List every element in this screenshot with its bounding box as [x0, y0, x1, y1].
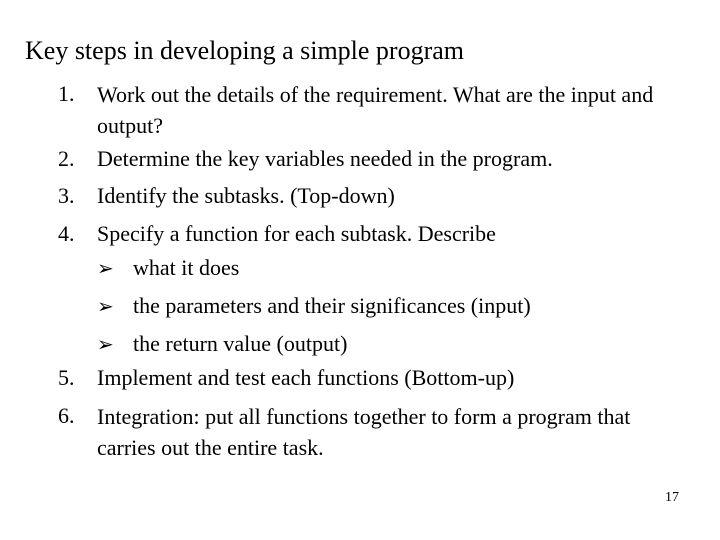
sub-step-text: the return value (output) — [133, 331, 348, 356]
step-item-3 — [0, 181, 720, 211]
slide-title: Key steps in developing a simple program — [25, 36, 465, 65]
right-arrowhead-icon: ➢ — [97, 332, 114, 356]
step-number: 5. — [58, 365, 75, 390]
spacer — [0, 211, 720, 219]
sub-step-item-3 — [0, 325, 720, 363]
step-item-5 — [0, 363, 720, 393]
step-item-6 — [0, 401, 720, 463]
sub-step-text: what it does — [133, 255, 240, 280]
page-number: 17 — [665, 490, 679, 505]
sub-step-list — [0, 249, 720, 363]
step-item-1 — [0, 79, 720, 141]
step-text: Determine the key variables needed in the program. — [97, 146, 553, 171]
step-number: 4. — [58, 221, 75, 246]
step-item-2 — [0, 144, 720, 174]
spacer — [0, 174, 720, 181]
sub-step-text: the parameters and their significances (input) — [133, 293, 531, 318]
step-number: 1. — [58, 81, 75, 106]
step-number: 6. — [58, 403, 75, 428]
step-text: Implement and test each functions (Bottom-up) — [97, 365, 515, 390]
right-arrowhead-icon: ➢ — [97, 256, 114, 280]
spacer — [0, 393, 720, 401]
right-arrowhead-icon: ➢ — [97, 294, 114, 318]
step-number: 2. — [58, 146, 75, 171]
step-text: Identify the subtasks. (Top-down) — [97, 183, 395, 208]
sub-step-item-1 — [0, 249, 720, 287]
step-list — [0, 79, 720, 463]
step-number: 3. — [58, 183, 75, 208]
step-item-4 — [0, 219, 720, 363]
sub-step-item-2 — [0, 287, 720, 325]
step-text: Integration: put all functions together to form a program that carries out the entire task. — [97, 404, 631, 460]
step-text: Specify a function for each subtask. Describe — [97, 221, 496, 246]
step-text: Work out the details of the requirement. What are the input and output? — [97, 82, 654, 138]
